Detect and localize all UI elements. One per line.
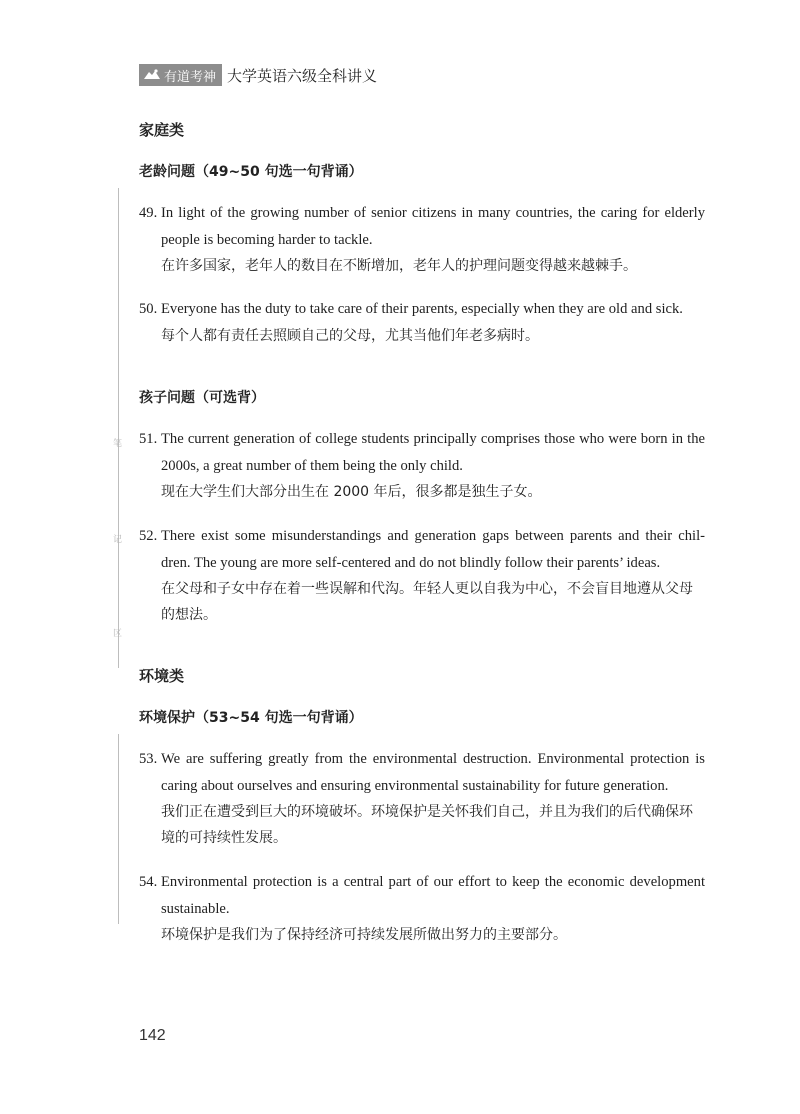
sentence-english: There exist some misunderstandings and generation gaps between parents and their chil-dren. The young are more self-centered and do not blindly follow their parents’ ideas. — [161, 528, 705, 571]
section-title-family: 家庭类 — [139, 121, 185, 139]
subsection-title-children: 孩子问题（可选背） — [139, 390, 265, 406]
margin-note-ji: 记 — [113, 535, 123, 545]
brand-logo — [139, 64, 222, 86]
sentence-chinese: 在许多国家，老年人的数目在不断增加，老年人的护理问题变得越来越棘手。 — [161, 258, 637, 274]
sentence-number: 51. — [139, 431, 158, 447]
sentence-49 — [139, 200, 705, 279]
sentence-chinese: 现在大学生们大部分出生在 2000 年后，很多都是独生子女。 — [161, 484, 542, 500]
sentence-number: 52. — [139, 528, 158, 544]
sentence-number: 53. — [139, 751, 158, 767]
book-title: 大学英语六级全科讲义 — [227, 66, 378, 85]
sentence-number: 54. — [139, 874, 158, 890]
sentence-52 — [139, 523, 705, 628]
sentence-chinese: 我们正在遭受到巨大的环境破坏。环境保护是关怀我们自己，并且为我们的后代确保环境的可持续性发展。 — [161, 804, 693, 846]
sentence-english: We are suffering greatly from the environmental destruction. Environmental protection is caring about ourselves and ensuring environmental sustainability for future generation. — [161, 751, 705, 794]
sentence-53 — [139, 746, 705, 851]
sentence-number: 50. — [139, 301, 158, 317]
subsection-title-protection: 环境保护（53~54 句选一句背诵） — [139, 710, 363, 726]
hand-logo-icon — [143, 68, 161, 82]
brand-name: 有道考神 — [164, 69, 217, 85]
sentence-english: The current generation of college students principally comprises those who were born in the 2000s, a great number of them being the only child. — [161, 431, 705, 474]
sentence-50 — [139, 296, 705, 349]
sentence-chinese: 在父母和子女中存在着一些误解和代沟。年轻人更以自我为中心，不会盲目地遵从父母的想法。 — [161, 581, 693, 623]
sentence-number: 49. — [139, 205, 158, 221]
sentence-english: In light of the growing number of senior citizens in many countries, the caring for elderly people is becoming harder to tackle. — [161, 205, 705, 248]
subsection-title-elderly: 老龄问题（49~50 句选一句背诵） — [139, 164, 363, 180]
sentence-chinese: 环境保护是我们为了保持经济可持续发展所做出努力的主要部分。 — [161, 927, 567, 943]
section-title-environment: 环境类 — [139, 667, 185, 685]
margin-note-qu: 区 — [113, 629, 123, 639]
sentence-54 — [139, 869, 705, 948]
sentence-english: Environmental protection is a central part of our effort to keep the economic development sustainable. — [161, 874, 705, 917]
sentence-51 — [139, 426, 705, 505]
vertical-rule-lower — [118, 734, 119, 924]
margin-note-bi: 笔 — [113, 439, 123, 449]
page-number: 142 — [139, 1027, 166, 1044]
vertical-rule — [118, 188, 119, 668]
sentence-chinese: 每个人都有责任去照顾自己的父母，尤其当他们年老多病时。 — [161, 327, 539, 344]
running-header — [139, 64, 377, 86]
sentence-english: Everyone has the duty to take care of their parents, especially when they are old and sick. — [161, 301, 683, 317]
